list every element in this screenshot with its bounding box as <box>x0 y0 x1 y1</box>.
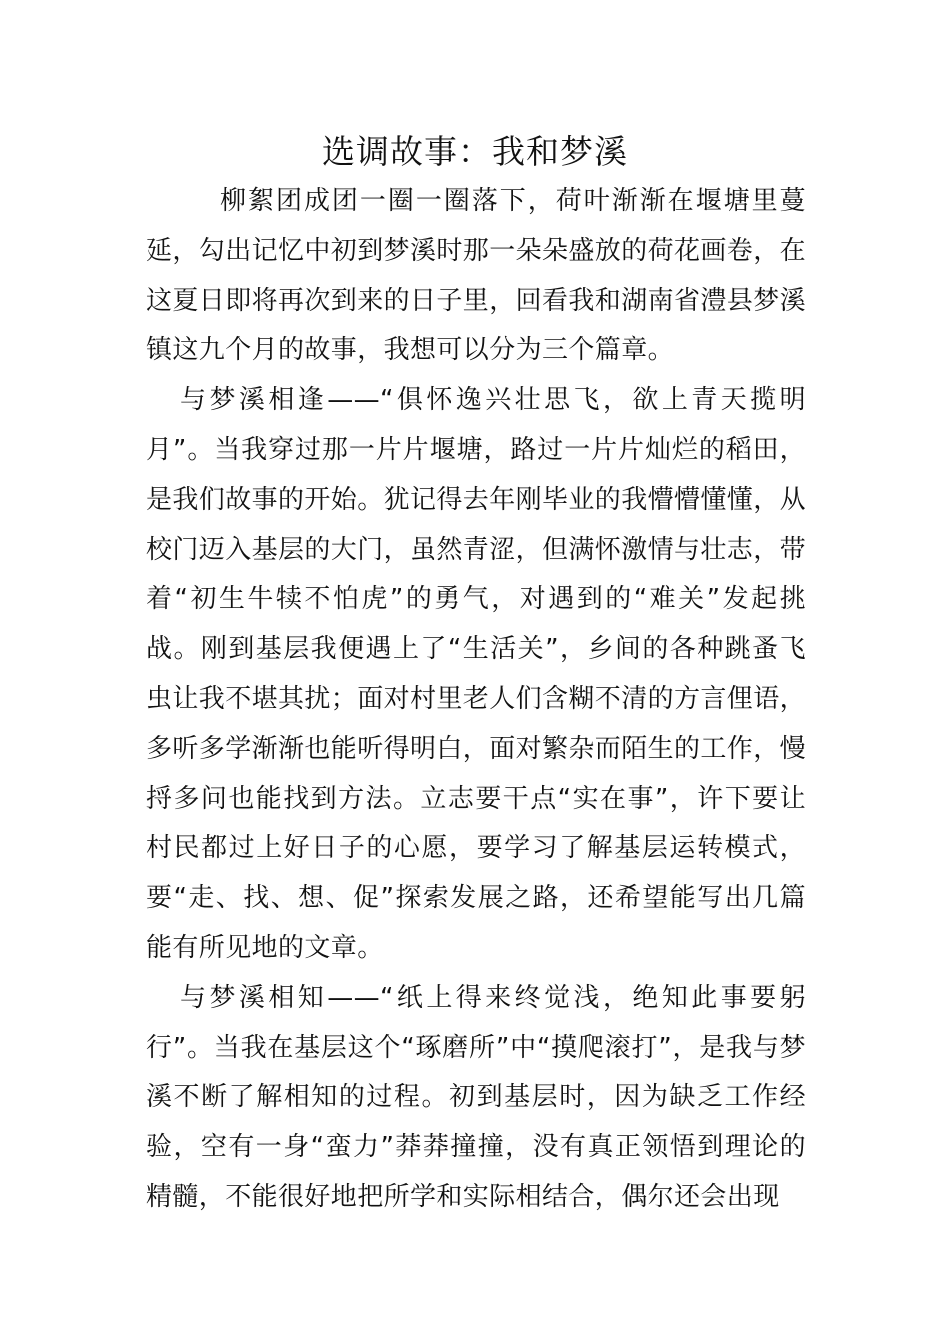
document-body <box>146 177 806 1223</box>
paragraph-meeting: 与梦溪相逢——“俱怀逸兴壮思飞，欲上青天揽明月”。当我穿过那一片片堰塘，路过一片片灿烂的稻田，是我们故事的开始。犹记得去年刚毕业的我懵懵懂懂，从校门迈入基层的大门，虽然青涩，但满怀激情与壮志，带着“初生牛犊不怕虎”的勇气，对遇到的“难关”发起挑战。刚到基层我便遇上了“生活关”，乡间的各种跳蚤飞虫让我不堪其扰；面对村里老人们含糊不清的方言俚语，多听多学渐渐也能听得明白，面对繁杂而陌生的工作，慢捋多问也能找到方法。立志要干点“实在事”，许下要让村民都过上好日子的心愿，要学习了解基层运转模式，要“走、找、想、促”探索发展之路，还希望能写出几篇能有所见地的文章。 <box>146 385 807 963</box>
document-title: 选调故事：我和梦溪 <box>322 132 628 171</box>
paragraph-knowing: 与梦溪相知——“纸上得来终觉浅，绝知此事要躬行”。当我在基层这个“琢磨所”中“摸爬滚打”，是我与梦溪不断了解相知的过程。初到基层时，因为缺乏工作经验，空有一身“蛮力”莽莽撞撞，没有真正领悟到理论的精髓，不能很好地把所学和实际相结合，偶尔还会出现 <box>146 982 806 1212</box>
paragraph-intro: 柳絮团成团一圈一圈落下，荷叶渐渐在堰塘里蔓延，勾出记忆中初到梦溪时那一朵朵盛放的荷花画卷，在这夏日即将再次到来的日子里，回看我和湖南省澧县梦溪镇这九个月的故事，我想可以分为三个篇章。 <box>146 186 807 366</box>
